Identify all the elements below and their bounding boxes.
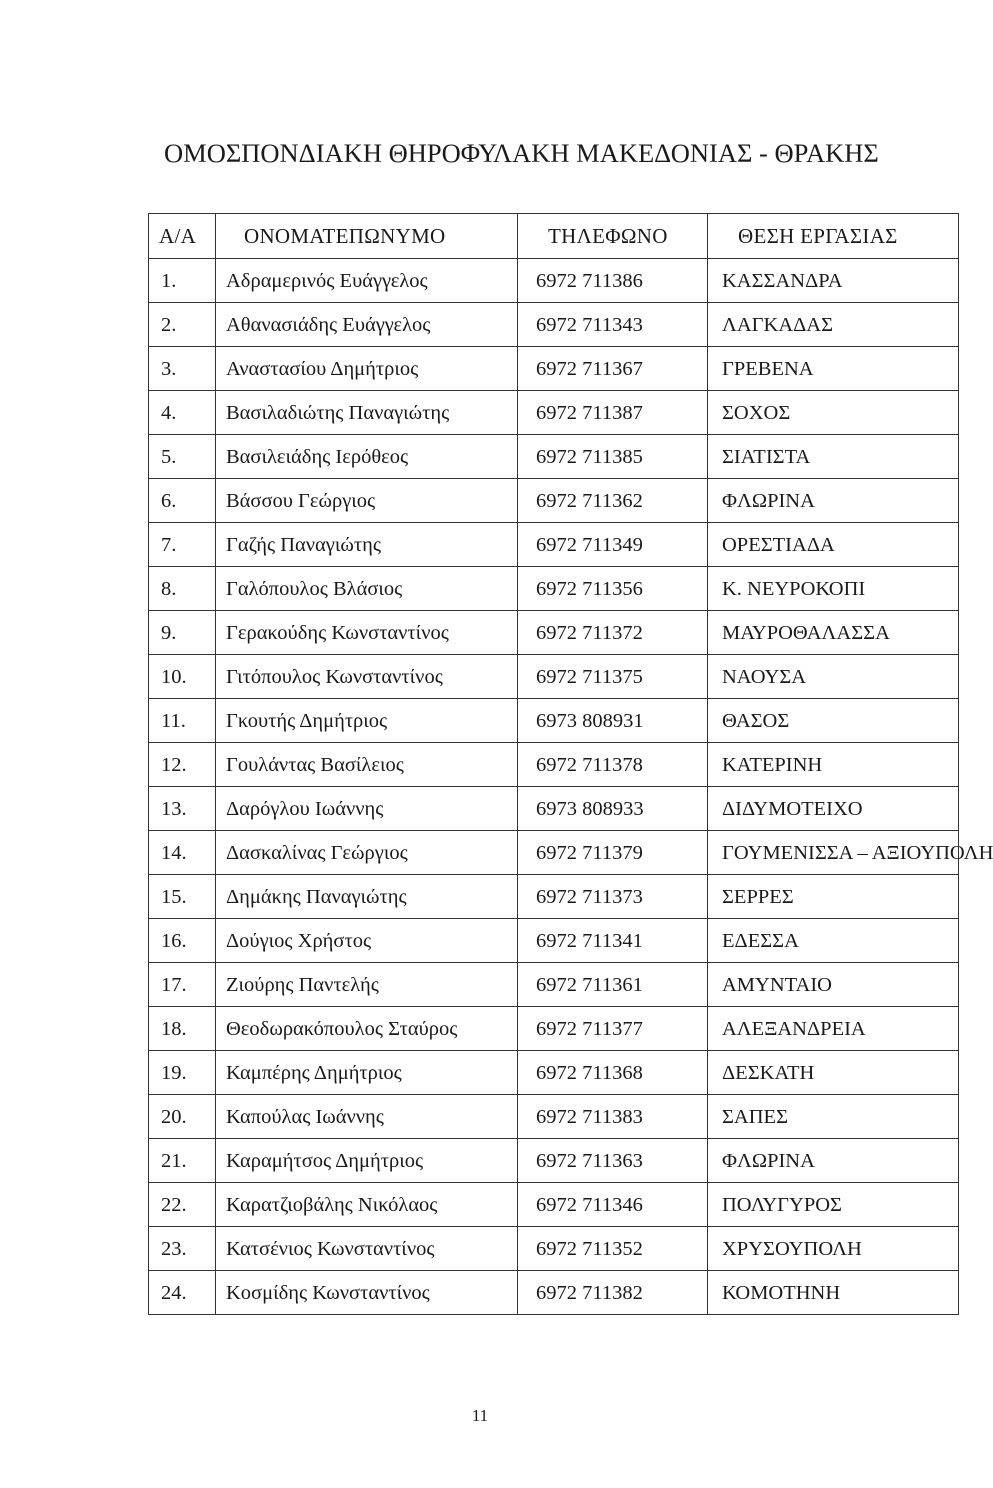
table-body xyxy=(149,259,993,1315)
table-row xyxy=(149,831,959,875)
row-number: 21. xyxy=(149,1139,216,1183)
table-row xyxy=(149,1051,959,1095)
phone-number: 6972 711383 xyxy=(518,1095,708,1139)
person-name: Γερακούδης Κωνσταντίνος xyxy=(216,611,518,655)
workplace: ΑΜΥΝΤΑΙΟ xyxy=(708,963,959,1007)
roster-table xyxy=(148,213,993,1315)
person-name: Βασιλαδιώτης Παναγιώτης xyxy=(216,391,518,435)
workplace: ΣΕΡΡΕΣ xyxy=(708,875,959,919)
table-row xyxy=(149,787,959,831)
phone-number: 6972 711362 xyxy=(518,479,708,523)
phone-number: 6972 711356 xyxy=(518,567,708,611)
table-row xyxy=(149,1271,959,1315)
person-name: Κατσένιος Κωνσταντίνος xyxy=(216,1227,518,1271)
phone-number: 6972 711367 xyxy=(518,347,708,391)
header-number: Α/Α xyxy=(149,214,216,259)
workplace: ΔΕΣΚΑΤΗ xyxy=(708,1051,959,1095)
person-name: Βάσσου Γεώργιος xyxy=(216,479,518,523)
table-row xyxy=(149,1139,959,1183)
phone-number: 6972 711361 xyxy=(518,963,708,1007)
person-name: Κοσμίδης Κωνσταντίνος xyxy=(216,1271,518,1315)
row-number: 4. xyxy=(149,391,216,435)
phone-number: 6972 711346 xyxy=(518,1183,708,1227)
row-number: 22. xyxy=(149,1183,216,1227)
phone-number: 6972 711352 xyxy=(518,1227,708,1271)
row-number: 8. xyxy=(149,567,216,611)
person-name: Γαλόπουλος Βλάσιος xyxy=(216,567,518,611)
phone-number: 6973 808931 xyxy=(518,699,708,743)
table-row xyxy=(149,1227,959,1271)
workplace: ΑΛΕΞΑΝΔΡΕΙΑ xyxy=(708,1007,959,1051)
workplace: ΕΔΕΣΣΑ xyxy=(708,919,959,963)
workplace: ΛΑΓΚΑΔΑΣ xyxy=(708,303,959,347)
person-name: Αναστασίου Δημήτριος xyxy=(216,347,518,391)
table-row xyxy=(149,655,959,699)
row-number: 17. xyxy=(149,963,216,1007)
workplace: ΘΑΣΟΣ xyxy=(708,699,959,743)
table-row xyxy=(149,435,959,479)
workplace: ΠΟΛΥΓΥΡΟΣ xyxy=(708,1183,959,1227)
table-header-row xyxy=(149,214,959,259)
phone-number: 6972 711349 xyxy=(518,523,708,567)
person-name: Γουλάντας Βασίλειος xyxy=(216,743,518,787)
row-number: 9. xyxy=(149,611,216,655)
row-number: 18. xyxy=(149,1007,216,1051)
phone-number: 6973 808933 xyxy=(518,787,708,831)
person-name: Ζιούρης Παντελής xyxy=(216,963,518,1007)
person-name: Γκουτής Δημήτριος xyxy=(216,699,518,743)
table-row xyxy=(149,963,959,1007)
workplace: ΣΟΧΟΣ xyxy=(708,391,959,435)
person-name: Γαζής Παναγιώτης xyxy=(216,523,518,567)
phone-number: 6972 711368 xyxy=(518,1051,708,1095)
header-workplace: ΘΕΣΗ ΕΡΓΑΣΙΑΣ xyxy=(708,214,959,259)
table-row xyxy=(149,1095,959,1139)
row-number: 12. xyxy=(149,743,216,787)
person-name: Καπούλας Ιωάννης xyxy=(216,1095,518,1139)
row-number: 10. xyxy=(149,655,216,699)
page-title: ΟΜΟΣΠΟΝΔΙΑΚΗ ΘΗΡΟΦΥΛΑΚΗ ΜΑΚΕΔΟΝΙΑΣ - ΘΡΑΚΗΣ xyxy=(164,138,879,168)
person-name: Αδραμερινός Ευάγγελος xyxy=(216,259,518,303)
row-number: 7. xyxy=(149,523,216,567)
phone-number: 6972 711343 xyxy=(518,303,708,347)
workplace: ΟΡΕΣΤΙΑΔΑ xyxy=(708,523,959,567)
person-name: Θεοδωρακόπουλος Σταύρος xyxy=(216,1007,518,1051)
row-number: 19. xyxy=(149,1051,216,1095)
row-number: 2. xyxy=(149,303,216,347)
phone-number: 6972 711363 xyxy=(518,1139,708,1183)
table-row xyxy=(149,1183,959,1227)
workplace: ΣΑΠΕΣ xyxy=(708,1095,959,1139)
header-phone: ΤΗΛΕΦΩΝΟ xyxy=(518,214,708,259)
person-name: Δημάκης Παναγιώτης xyxy=(216,875,518,919)
person-name: Καρατζιοβάλης Νικόλαος xyxy=(216,1183,518,1227)
table-row xyxy=(149,611,959,655)
row-number: 24. xyxy=(149,1271,216,1315)
workplace: Κ. ΝΕΥΡΟΚΟΠΙ xyxy=(708,567,959,611)
phone-number: 6972 711373 xyxy=(518,875,708,919)
person-name: Βασιλειάδης Ιερόθεος xyxy=(216,435,518,479)
row-number: 16. xyxy=(149,919,216,963)
phone-number: 6972 711386 xyxy=(518,259,708,303)
page-number: 11 xyxy=(471,1406,489,1425)
workplace: ΚΑΤΕΡΙΝΗ xyxy=(708,743,959,787)
row-number: 5. xyxy=(149,435,216,479)
workplace: ΔΙΔΥΜΟΤΕΙΧΟ xyxy=(708,787,959,831)
table-row xyxy=(149,347,959,391)
phone-number: 6972 711387 xyxy=(518,391,708,435)
person-name: Δασκαλίνας Γεώργιος xyxy=(216,831,518,875)
phone-number: 6972 711375 xyxy=(518,655,708,699)
table-row xyxy=(149,919,959,963)
workplace: ΦΛΩΡΙΝΑ xyxy=(708,1139,959,1183)
phone-number: 6972 711379 xyxy=(518,831,708,875)
workplace: ΦΛΩΡΙΝΑ xyxy=(708,479,959,523)
row-number: 11. xyxy=(149,699,216,743)
phone-number: 6972 711372 xyxy=(518,611,708,655)
workplace: ΓΟΥΜΕΝΙΣΣΑ – ΑΞΙΟΥΠΟΛΗ xyxy=(708,831,959,875)
workplace: ΣΙΑΤΙΣΤΑ xyxy=(708,435,959,479)
phone-number: 6972 711378 xyxy=(518,743,708,787)
phone-number: 6972 711341 xyxy=(518,919,708,963)
table-row xyxy=(149,1007,959,1051)
person-name: Δαρόγλου Ιωάννης xyxy=(216,787,518,831)
person-name: Γιτόπουλος Κωνσταντίνος xyxy=(216,655,518,699)
table-row xyxy=(149,479,959,523)
phone-number: 6972 711377 xyxy=(518,1007,708,1051)
workplace: ΓΡΕΒΕΝΑ xyxy=(708,347,959,391)
person-name: Δούγιος Χρήστος xyxy=(216,919,518,963)
row-number: 23. xyxy=(149,1227,216,1271)
row-number: 15. xyxy=(149,875,216,919)
row-number: 1. xyxy=(149,259,216,303)
table-row xyxy=(149,875,959,919)
workplace: ΚΑΣΣΑΝΔΡΑ xyxy=(708,259,959,303)
workplace: ΚΟΜΟΤΗΝΗ xyxy=(708,1271,959,1315)
header-name: ΟΝΟΜΑΤΕΠΩΝΥΜΟ xyxy=(216,214,518,259)
phone-number: 6972 711385 xyxy=(518,435,708,479)
table-row xyxy=(149,699,959,743)
row-number: 20. xyxy=(149,1095,216,1139)
row-number: 6. xyxy=(149,479,216,523)
workplace: ΜΑΥΡΟΘΑΛΑΣΣΑ xyxy=(708,611,959,655)
row-number: 13. xyxy=(149,787,216,831)
workplace: ΝΑΟΥΣΑ xyxy=(708,655,959,699)
table-row xyxy=(149,259,959,303)
phone-number: 6972 711382 xyxy=(518,1271,708,1315)
person-name: Καμπέρης Δημήτριος xyxy=(216,1051,518,1095)
person-name: Καραμήτσος Δημήτριος xyxy=(216,1139,518,1183)
row-number: 14. xyxy=(149,831,216,875)
table-row xyxy=(149,523,959,567)
table-row xyxy=(149,743,959,787)
workplace: ΧΡΥΣΟΥΠΟΛΗ xyxy=(708,1227,959,1271)
table-row xyxy=(149,391,959,435)
table-row xyxy=(149,567,959,611)
person-name: Αθανασιάδης Ευάγγελος xyxy=(216,303,518,347)
table-row xyxy=(149,303,959,347)
row-number: 3. xyxy=(149,347,216,391)
